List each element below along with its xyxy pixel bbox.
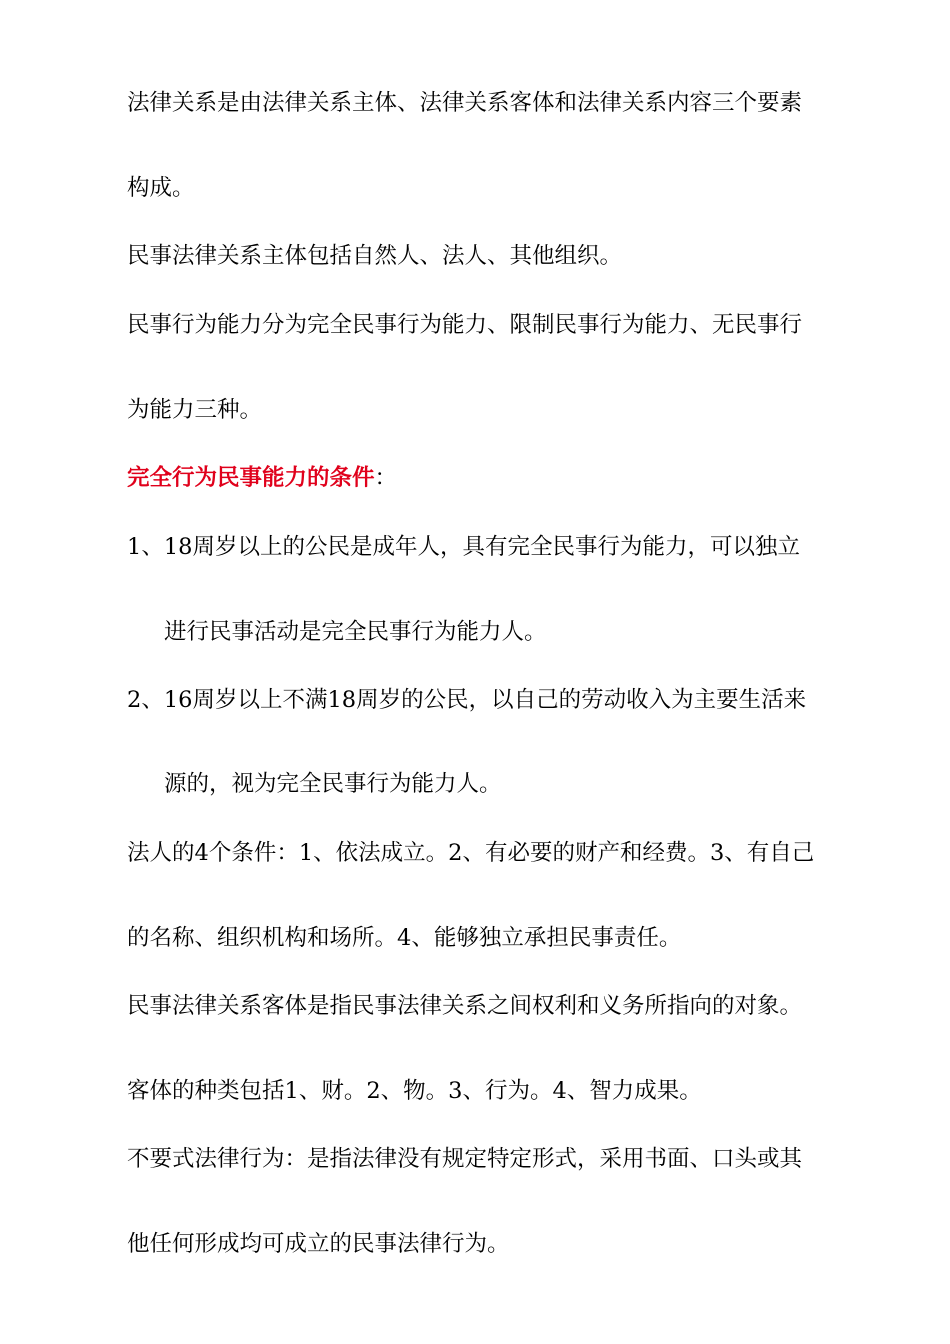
paragraph-legal-relation-line2: 构成。 — [127, 175, 195, 201]
paragraph-legal-person-line1: 法人的4个条件：1、依法成立。2、有必要的财产和经费。3、有自己 — [127, 840, 815, 866]
paragraph-informal-act-line2: 他任何形成均可成立的民事法律行为。 — [127, 1231, 510, 1257]
paragraph-object-types: 客体的种类包括1、财。2、物。3、行为。4、智力成果。 — [127, 1078, 702, 1104]
paragraph-capacity-line2: 为能力三种。 — [127, 397, 263, 423]
paragraph-object-definition: 民事法律关系客体是指民事法律关系之间权利和义务所指向的对象。 — [127, 993, 803, 1019]
paragraph-legal-relation-line1: 法律关系是由法律关系主体、法律关系客体和法律关系内容三个要素 — [127, 90, 803, 116]
paragraph-legal-person-line2: 的名称、组织机构和场所。4、能够独立承担民事责任。 — [127, 925, 682, 951]
list-item-1-line2: 进行民事活动是完全民事行为能力人。 — [164, 619, 547, 645]
paragraph-civil-subject: 民事法律关系主体包括自然人、法人、其他组织。 — [127, 243, 623, 269]
list-item-1-line1: 1、18周岁以上的公民是成年人，具有完全民事行为能力，可以独立 — [127, 534, 800, 560]
heading-colon: ： — [374, 465, 398, 491]
paragraph-capacity-line1: 民事行为能力分为完全民事行为能力、限制民事行为能力、无民事行 — [127, 312, 803, 338]
section-heading — [127, 464, 397, 492]
list-item-2-line2: 源的，视为完全民事行为能力人。 — [164, 771, 502, 797]
heading-text: 完全行为民事能力的条件 — [127, 465, 375, 491]
list-item-2-line1: 2、16周岁以上不满18周岁的公民，以自己的劳动收入为主要生活来 — [127, 687, 807, 713]
paragraph-informal-act-line1: 不要式法律行为：是指法律没有规定特定形式，采用书面、口头或其 — [127, 1146, 803, 1172]
